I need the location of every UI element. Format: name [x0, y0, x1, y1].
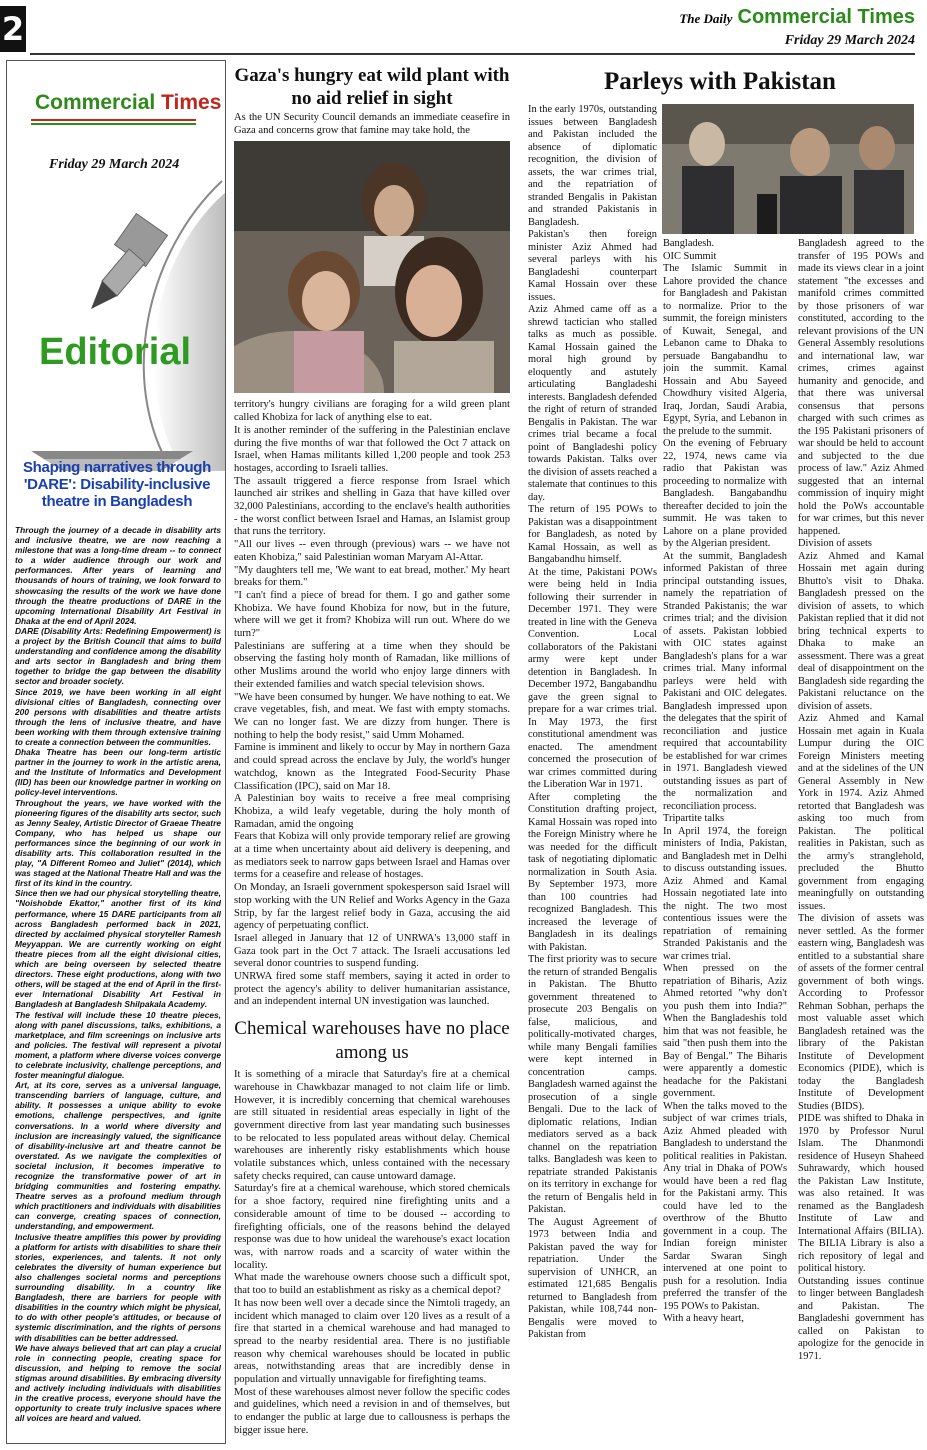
gaza-body: [234, 399, 510, 1009]
parleys-paragraph: Outstanding issues continue to linger between Bangladesh and Pakistan. The Bangladeshi government has called on Pakistan to apologize for the genocide in 1971.: [798, 1275, 924, 1362]
editorial-headline: Shaping narratives through 'DARE': Disability-inclusive theatre in Bangladesh: [22, 459, 212, 510]
chemical-headline: Chemical warehouses have no place among us: [234, 1018, 510, 1064]
parleys-paragraph: On the evening of February 22, 1974, news came via radio that Pakistan was proceeding to normalize with Bangladesh. Bangabandhu thereafter decided to join the summit. He was taken to Lahore on a plane provided by the Algerian president.: [663, 438, 787, 549]
parleys-paragraph: In April 1974, the foreign ministers of India, Pakistan, and Bangladesh met in Delhi to discuss outstanding issues. Aziz Ahmed and Kamal Hossain negotiated late into the night. The two most contentious issues were the repatriation of remaining Stranded Pakistanis and the war crimes trial.: [663, 825, 787, 962]
logo-underline: [31, 119, 196, 121]
chemical-paragraph: What made the warehouse owners choose such a difficult spot, that too to build an establishment as risky as a chemical depot?: [234, 1272, 510, 1297]
sidebar-logo: [35, 91, 221, 115]
gaza-paragraph: A Palestinian boy waits to receive a free meal comprising Khobiza, a wild leafy vegetable, during the holy month of Ramadan, amid the ongoing: [234, 793, 510, 830]
masthead-date: Friday 29 March 2024: [784, 33, 915, 48]
editorial-paragraph: Since then we had our physical storytelling theatre, "Noishobde Ekattor," another first of its kind performance, where 15 DARE participants from all across Bangladesh performed back in 2021, directed by acclaimed physical storyteller Ramesh Meyyappan. We are currently working on eight theatre pieces from all the eight divisional cities, which are being overseen by selected theatre directors. These eight productions, along with two others, will be staged at the end of April in the first-ever International Disability Art Festival in Bangladesh at Bangladesh Shilpakala Academy.: [15, 888, 221, 1010]
editorial-paragraph: Art, at its core, serves as a universal language, transcending barriers of language, culture, and ability. It possesses a unique ability to evoke emotions, challenge perspectives, and ignite conversations. In a world where diversity and inclusion are increasingly valued, the significance of disability-inclusive art and theatre cannot be overstated. As we navigate the complexities of societal inclusion, it becomes imperative to recognize the transformative power of art in bridging communities and fostering empathy. Theatre serves as a profound medium through which practitioners and individuals with disabilities can converge, creating spaces of connection, understanding, and empowerment.: [15, 1080, 221, 1232]
gaza-intro: As the UN Security Council demands an immediate ceasefire in Gaza and concerns grow that famine may take hold, the: [234, 112, 510, 136]
editorial-paragraph: The festival will include these 10 theatre pieces, along with panel discussions, talks, exhibitions, a marketplace, and film screenings on inclusive arts and policies. The festival will represent a pivotal moment, a platform where diverse voices converge to celebrate inclusivity, challenge perceptions, and foster meaningful dialogue.: [15, 1009, 221, 1081]
parleys-paragraph: At the time, Pakistani POWs were being held in India following their surrender in December 1971. They were treated in line with the Geneva Convention. Local collaborators of the Pakistani army were kept under detention in Bangladesh. In December 1972, Bangabandhu gave the green signal to prepare for a war crimes trial. In May 1973, the first constitutional amendment was enacted. The amendment concerned the prosecution of war crimes committed during the Liberation War in 1971.: [528, 566, 657, 790]
parleys-paragraph: At the summit, Bangladesh informed Pakistan of three principal outstanding issues, namely the repatriation of Stranded Pakistanis; the war crimes trial; and the division of assets. Pakistan lobbied with OIC states against Bangladesh's plans for a war crimes trial. Many informal parleys were held with Pakistani and OIC delegates. Bangladesh impressed upon the delegates that the spirit of reconciliation and justice required that accountability be established for war crimes in 1971. Bangladesh viewed outstanding issues as part of the normalization and reconciliation process.: [663, 550, 787, 812]
page-number: 2: [0, 6, 26, 52]
gaza-paragraph: The assault triggered a fierce response from Israel which launched air strikes and shelling in Gaza that have killed over 32,000 Palestinians, according to the enclave's health authorities - the worst conflict between Israel and Hamas, an Islamist group that runs the territory.: [234, 475, 510, 538]
parleys-paragraph: When pressed on the repatriation of Biharis, Aziz Ahmed retorted "why don't you push them into India?" When the Bangladeshis told him that was not feasible, he said "then push them into the Bay of Bengal." The Biharis were apparently a domestic headache for the Pakistani government.: [663, 963, 787, 1099]
parleys-paragraph: The return of 195 POWs to Pakistan was a disappointment for Bangladesh, as noted by Kamal Hossain, as well as Bangabandhu himself.: [528, 504, 657, 565]
gaza-paragraph: It is another reminder of the suffering in the Palestinian enclave during the five months of war that followed the Oct 7 attack on Israel, when Hamas militants killed 1,200 people and took 253 hostages, according to Israeli tallies.: [234, 424, 510, 474]
masthead-name: Commercial Times: [737, 6, 915, 28]
gaza-paragraph: Fears that Kobiza will only provide temporary relief are growing at a time when uncertainty about aid delivery is deepening, and as mediators seek to narrow gaps between Israel and Hamas over terms for a ceasefire and release of hostages.: [234, 831, 510, 881]
parleys-paragraph: The Islamic Summit in Lahore provided the chance for Bangladesh and Pakistan to normalize. Prior to the summit, the foreign ministers of Kuwait, Senegal, and Lebanon came to Dhaka to persuade Bangabandhu to join the summit. Kamal Hossain and Abu Sayeed Chowdhury visited Algeria, Iraq, Jordan, Saudi Arabia, Egypt, Syria, and Lebanon in the prelude to the summit.: [663, 263, 787, 437]
gaza-paragraph: "My daughters tell me, 'We want to eat bread, mother.' My heart breaks for them.": [234, 564, 510, 589]
parleys-paragraph: Aziz Ahmed came off as a shrewd tactician who stalled talks as much as possible. Kamal Hossain gained the moral high ground by eloquently and astutely articulating Bangladeshi interests. Bangladesh defended the right of return of stranded Bengalis in Pakistan. The war crimes trial became a focal point of Bangladeshi policy towards Pakistan. Talks over the division of assets reached a stalemate that continues to this day.: [528, 304, 657, 503]
editorial-body: [15, 525, 221, 1435]
editorial-sidebar: [6, 60, 226, 1444]
chemical-paragraph: Most of these warehouses almost never follow the specific codes and guidelines, which need a revision in and of themselves, but to endanger the public at large due to callousness is perhaps the bigger issue here.: [234, 1386, 510, 1436]
logo-times: Times: [161, 91, 222, 114]
gaza-paragraph: Famine is imminent and likely to occur by May in northern Gaza and could spread across the enclave by July, the world's hunger watchdog, known as the Integrated Food-Security Phase Classification (IPC), said on Mar 18.: [234, 742, 510, 792]
editorial-paragraph: We have always believed that art can play a crucial role in connecting people, creating space for discussion, and helping to remove the social stigmas around disabilities. By embracing diversity and actively including individuals with disabilities in the creative process, everyone should have the opportunity to create truly inclusive spaces where all voices are heard and valued.: [15, 1342, 221, 1424]
gaza-paragraph: Israel alleged in January that 12 of UNRWA's 13,000 staff in Gaza took part in the Oct 7 attack. The Israeli accusations led several donor countries to suspend funding.: [234, 932, 510, 970]
gaza-headline: Gaza's hungry eat wild plant with no aid relief in sight: [234, 65, 510, 109]
parleys-paragraph: Bangladesh agreed to the transfer of 195 POWs and made its views clear in a joint statement "the excesses and manifold crimes committed by those prisoners of war constituted, according to the relevant provisions of the UN General Assembly resolutions and international law, war crimes, crimes against humanity and genocide, and that there was universal consensus that persons charged with such crimes as the 195 Pakistani prisoners of war should be held to account and subjected to the due process of law." Aziz Ahmed suggested that an internal commission of inquiry might hold the PoWs accountable for war crimes, but this never happened.: [798, 238, 924, 537]
editorial-paragraph: Dhaka Theatre has been our long-term artistic partner in the journey to work in the artistic arena, and the Institute of Informatics and Development (IID) has been our knowledge partner in working on policy-level interventions.: [15, 747, 221, 798]
sidebar-date: Friday 29 March 2024: [49, 157, 180, 172]
gaza-paragraph: "All our lives -- even through (previous) wars -- we have not eaten Khobiza," said Palestinian woman Maryam Al-Attar.: [234, 539, 510, 563]
pen-illustration-icon: [7, 171, 226, 471]
gaza-and-chemical-column: [234, 62, 510, 1447]
gaza-paragraph: On Monday, an Israeli government spokesperson said Israel will stop working with the UN Relief and Works Agency in the Gaza Strip, by far the largest relief body in Gaza, accusing the aid agency of perpetuating conflict.: [234, 882, 510, 932]
parleys-paragraph: After completing the Constitution drafting project, Kamal Hossain was roped into the Foreign Ministry where he was needed for the difficult task of negotiating diplomatic normalization in South Asia. By September 1973, more than 100 countries had recognized Bangladesh. This increased the leverage of Bangladesh in its dealings with Pakistan.: [528, 791, 657, 953]
editorial-paragraph: DARE (Disability Arts: Redefining Empowerment) is a project by the British Council that aims to build understanding and confidence among the disability and arts sector in Bangladesh and bring them together to bridge the gap between the disability sector and broader society.: [15, 625, 221, 687]
logo-commercial: Commercial: [35, 91, 162, 114]
chemical-paragraph: It is something of a miracle that Saturday's fire at a chemical warehouse in Chawkbazar managed to not claim life or limb. However, it is incredibly concerning that chemical warehouses are still situated in residential areas especially in light of the government directive from last year mandating such businesses to be relocated to less populated areas without delay. Chemical warehouses are inherently risky establishments which house volatile substances which, unless contained with the necessary safety checks required, can cause untoward damage.: [234, 1069, 510, 1182]
gaza-paragraph: "I can't find a piece of bread for them. I go and gather some Khobiza. We have found Khobiza for now, but in the future, where will we get it from? Khobiza will run out. Where do we turn?": [234, 589, 510, 640]
parleys-column-1: [528, 104, 657, 1444]
parleys-paragraph: Bangladesh.: [663, 238, 715, 249]
parleys-paragraph: The August Agreement of 1973 between India and Pakistan paved the way for repatriation. Under the supervision of UNHCR, an estimated 121,685 Bengalis returned to Bangladesh from Pakistan, while 108,744 non-Bengalis were moved to Pakistan from: [528, 1216, 657, 1340]
parleys-paragraph: Aziz Ahmed and Kamal Hossain met again in Kuala Lumpur during the OIC Foreign Ministers meeting and at the sidelines of the UN General Assembly in New York in 1974. Aziz Ahmed retorted that Bangladesh was asking too much from Pakistan. The political realities in Pakistan, such as the army's stranglehold, precluded the Bhutto government from engaging meaningfully on outstanding issues.: [798, 713, 924, 912]
gaza-paragraph: UNRWA fired some staff members, saying it acted in order to protect the agency's ability to deliver humanitarian assistance, and an independent internal UN investigation was launched.: [234, 971, 510, 1008]
header-rule: [30, 53, 915, 55]
gaza-children-photo: [234, 141, 510, 393]
parleys-column-2: [663, 238, 787, 1444]
chemical-paragraph: It has now been well over a decade since the Nimtoli tragedy, an incident which managed to claim over 120 lives as a result of a fire that started in a chemical warehouse and had managed to spread to the nearby residential area. There is no justifiable reason why chemical warehouses should be located in public areas, notwithstanding areas that are incredibly dense in population and virtually unnavigable for firefighting teams.: [234, 1297, 510, 1386]
parleys-paragraph: The division of assets was never settled. As the former eastern wing, Bangladesh was entitled to a substantial share of assets of the former central government of both wings. According to Professor Rehman Sobhan, perhaps the most valuable asset which Bangladesh retained was the library of the Pakistan Institute of Development Economics (PIDE), which is today the Bangladesh Institute of Development Studies (BIDS).: [798, 913, 924, 1112]
parleys-paragraph: Pakistan's then foreign minister Aziz Ahmed had several parleys with his Bangladeshi counterpart Kamal Hossain over these issues.: [528, 229, 657, 303]
parleys-paragraph: Aziz Ahmed and Kamal Hossain met again during Bhutto's visit to Dhaka. Bangladesh pressed on the division of assets, to which Pakistan replied that it did not bring technical experts to Dhaka to make an assessment. There was a great deal of disappointment on the Bangladesh side regarding the Pakistani reluctance on the division of assets.: [798, 550, 924, 712]
parleys-paragraph: When the talks moved to the subject of war crimes trials, Aziz Ahmed pleaded with Bangladesh to understand the political realities in Pakistan. Any trial in Dhaka of POWs would have been a red flag for the Pakistani army. This could have led to the overthrow of the Bhutto government in a coup. The Indian foreign minister Sardar Swaran Singh intervened at one point to push for a resolution. India preferred the transfer of the 195 POWs to Pakistan.: [663, 1100, 787, 1312]
parleys-paragraph: With a heavy heart,: [663, 1313, 744, 1324]
logo-underline-2: [31, 123, 196, 125]
chemical-paragraph: Saturday's fire at a chemical warehouse, which stored chemicals for a shoe factory, required nine firefighting units and a considerable amount of time to be doused -- according to firefighting officials, one of the reasons behind the delayed response was due to how unideal the warehouse's exact location was, with narrow roads and a scarcity of water within the locality.: [234, 1183, 510, 1271]
parleys-subhead: OIC Summit: [663, 250, 717, 262]
parleys-subhead: Tripartite talks: [663, 813, 725, 824]
editorial-paragraph: Inclusive theatre amplifies this power by providing a platform for artists with disabilities to share their stories, experiences, and talents. It not only celebrates the diversity of human experience but also challenges societal norms and perceptions surrounding disability. In a country like Bangladesh, there are barriers for people with disabilities in the country which might be physical, to do with other people's attitudes, or because of systemic discrimination, and the rights of persons with disabilities can be better addressed.: [15, 1231, 221, 1343]
editorial-paragraph: Since 2019, we have been working in all eight divisional cities of Bangladesh, connecting over 200 persons with disabilities and theatre artists through the lens of inclusive theatre, and have been working with them through extensive training to create a connection between the communities.: [15, 686, 221, 747]
parleys-paragraph: The first priority was to secure the return of stranded Bengalis in Pakistan. The Bhutto government threatened to prosecute 203 Bengalis on false, malicious, and politically-motivated charges, while many Bengali families were kept interned in concentration camps. Bangladesh warned against the prosecution of a single Bengali. Due to the lack of diplomatic relations, Indian mediators served as a back channel on the repatriation talks. Bangladesh was keen to repatriate stranded Pakistanis on its territory in exchange for the return of Bengalis held in Pakistan.: [528, 954, 657, 1215]
gaza-paragraph: Palestinians are suffering at a time when they should be observing the fasting holy month of Ramadan, like millions of other Muslims around the world who enjoy large dinners with their extended families and watch special television shows.: [234, 640, 510, 690]
section-title: Editorial: [39, 331, 192, 373]
masthead-the-daily: The Daily: [679, 11, 733, 26]
parleys-headline: Parleys with Pakistan: [604, 68, 836, 95]
editorial-paragraph: Through the journey of a decade in disability arts and inclusive theatre, we are now reaching a milestone that was a long-time dream -- to connect to a wider audience through our work and performances. After years of learning and thousands of hours of training, we look forward to showcasing the results of the work we have done through the theatre productions of DARE in the upcoming International Disability Art Festival in Dhaka at the end of April 2024.: [15, 525, 221, 626]
parleys-paragraph: PIDE was shifted to Dhaka in 1970 by Professor Nurul Islam. The Dhanmondi residence of Huseyn Shaheed Suhrawardy, which housed the Pakistan Law Institute, was also retained. It was renamed as the Bangladesh Institute of Law and International Affairs (BILIA). The BILIA Library is also a rich repository of legal and political history.: [798, 1113, 924, 1274]
gaza-paragraph: "We have been consumed by hunger. We have nothing to eat. We crave vegetables, fish, and meat. We fast with empty stomachs. We can no longer fast. We are dizzy from hunger. There is nothing to help the body resist," said Umm Mohamed.: [234, 691, 510, 741]
gaza-paragraph: territory's hungry civilians are foraging for a wild green plant called Khobiza for lack of anything else to eat.: [234, 399, 510, 424]
masthead: [679, 6, 915, 49]
parleys-column-3: [798, 238, 924, 1444]
chemical-body: [234, 1069, 510, 1437]
parleys-paragraph: In the early 1970s, outstanding issues between Bangladesh and Pakistan included the absence of diplomatic recognition, the division of assets, the war crimes trial, and the repatriation of stranded Bengalis in Pakistan and stranded Pakistanis in Bangladesh.: [528, 104, 657, 228]
editorial-paragraph: Throughout the years, we have worked with the pioneering figures of the disability arts sector, such as Jenny Sealey, Artistic Director of Graeae Theatre Company, who has helped us shape our performances since the beginning of our work in disability arts. This collaboration resulted in the play, "A Different Romeo and Juliet" (2014), which was staged at the National Theatre Hall and was the first of its kind in the country.: [15, 797, 221, 889]
diplomats-photo: [662, 104, 914, 234]
parleys-subhead: Division of assets: [798, 538, 872, 549]
